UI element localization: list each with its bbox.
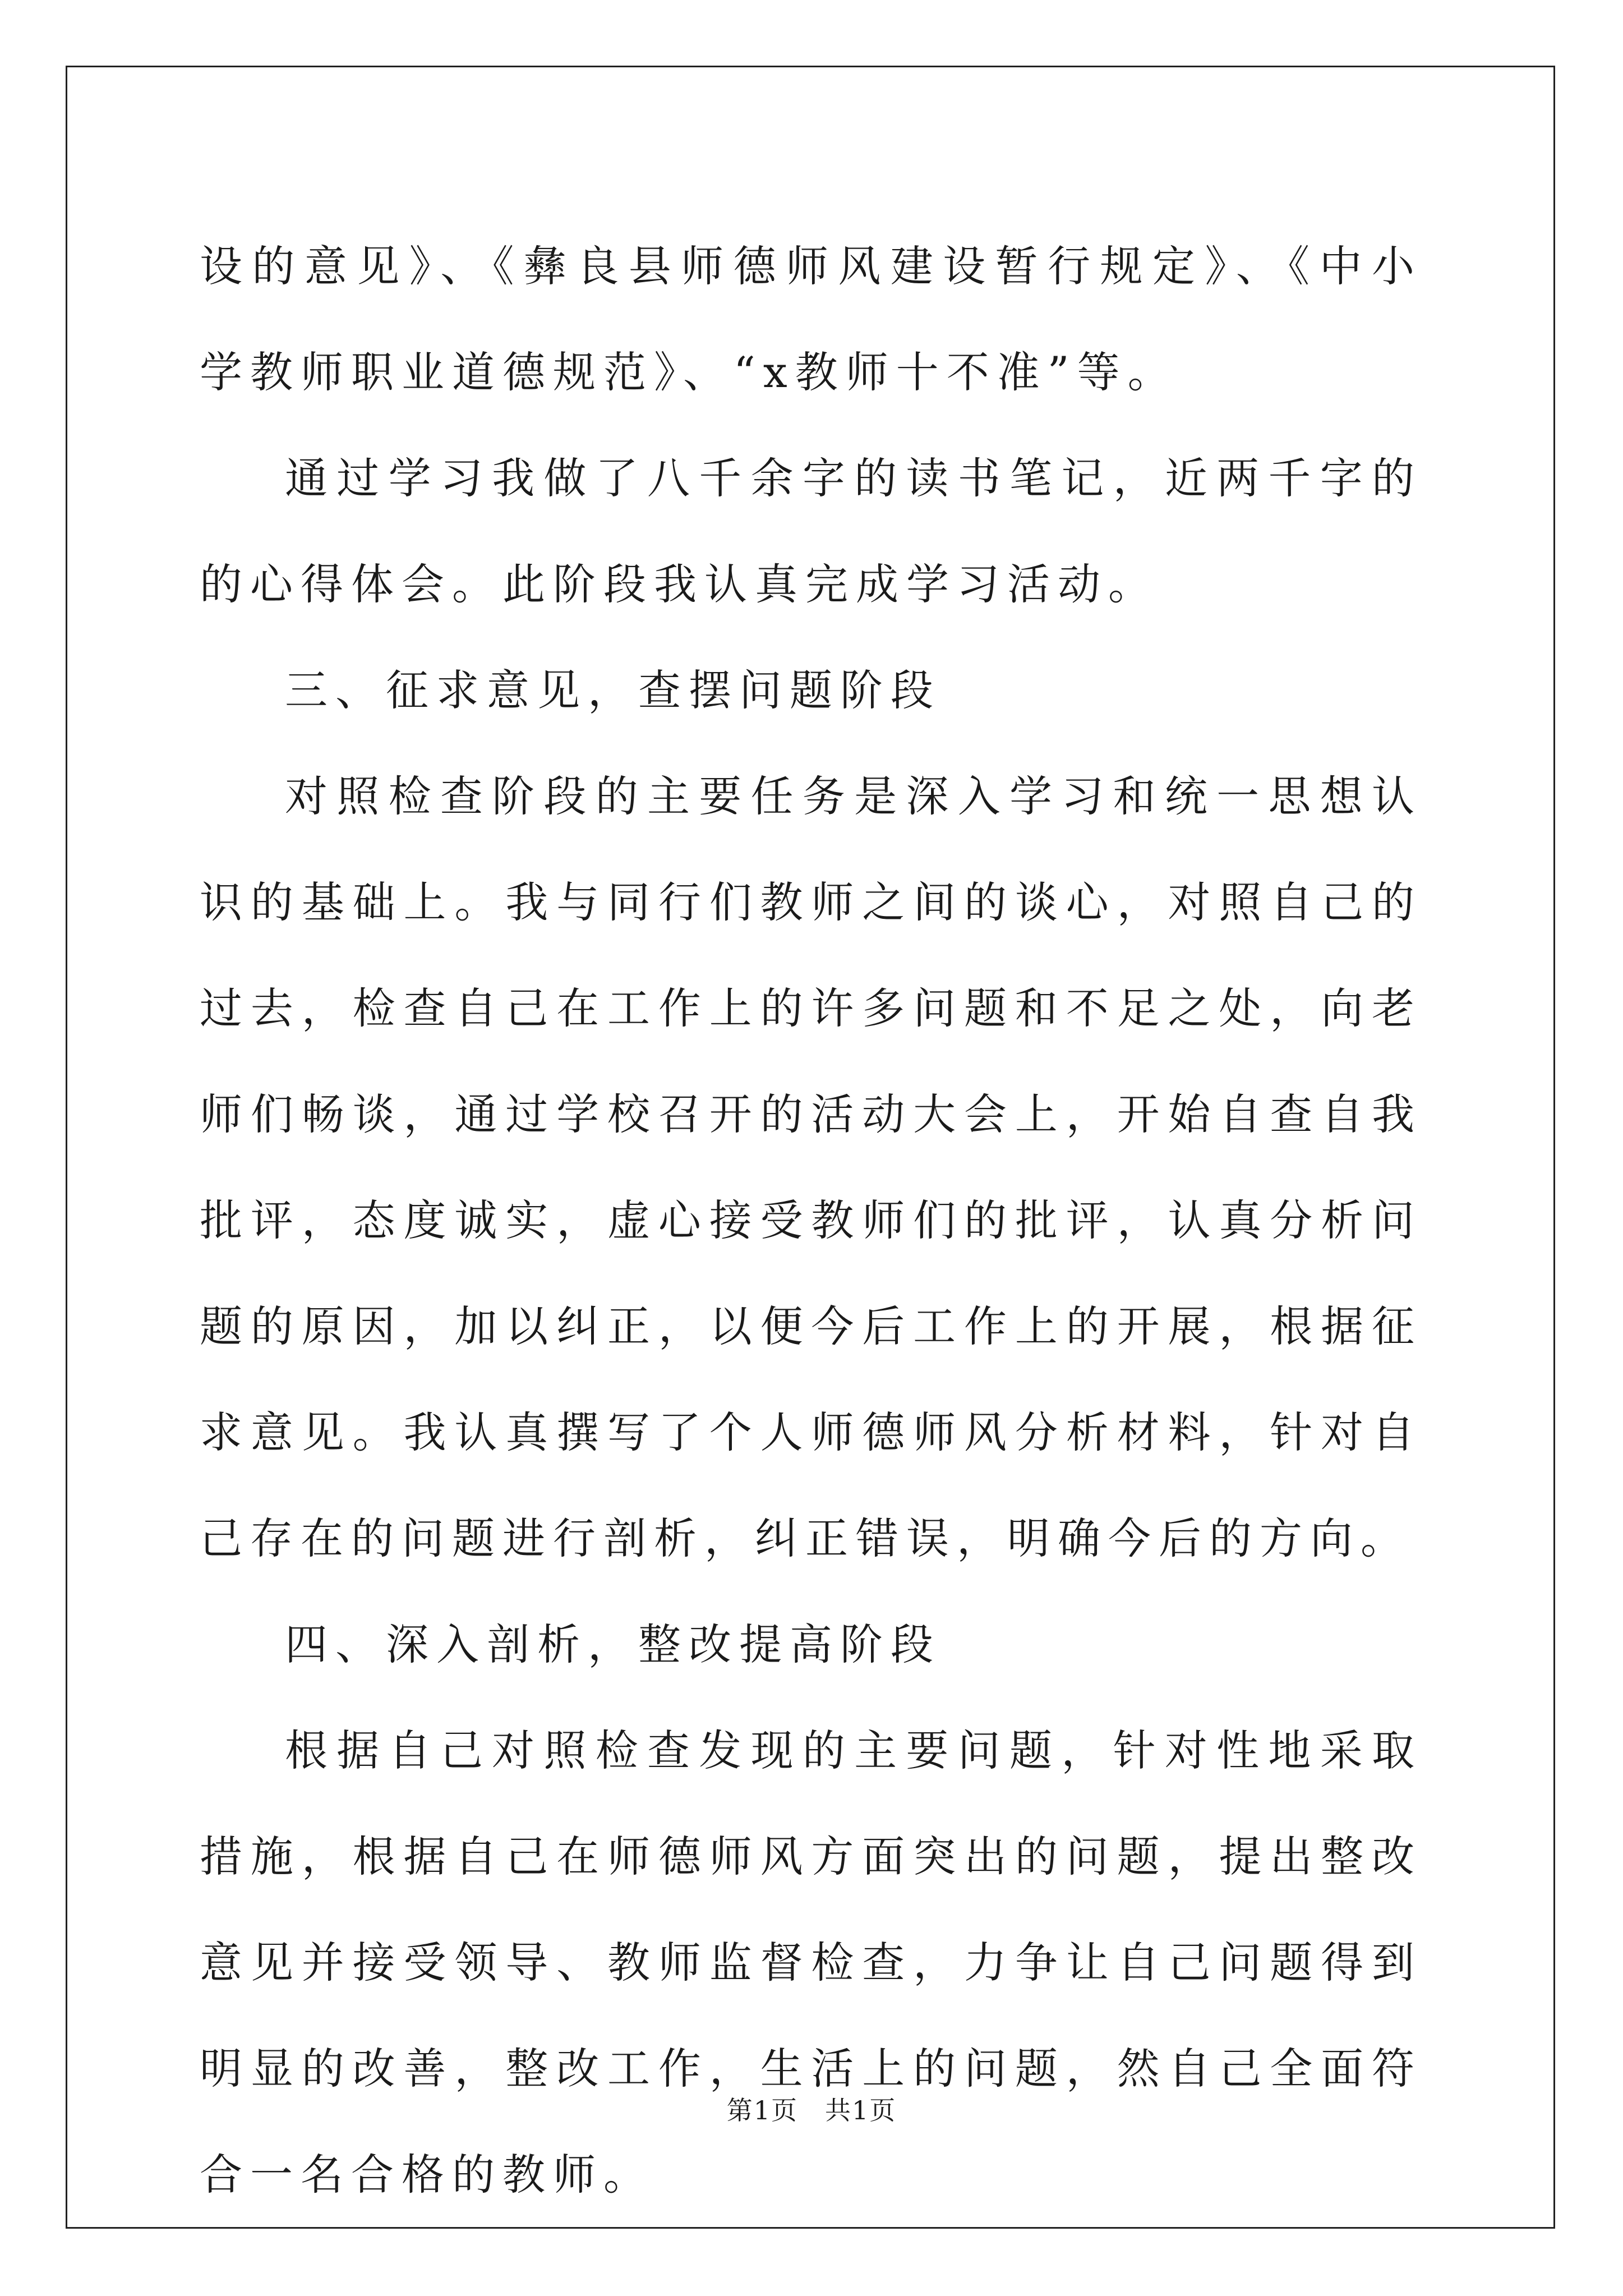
page-number-total: 共1页 [825, 2095, 897, 2125]
section-heading-3: 三、征求意见，查摆问题阶段 [285, 665, 941, 715]
section-heading-4: 四、深入剖析，整改提高阶段 [285, 1619, 941, 1669]
page-footer [0, 2093, 1623, 2127]
paragraph-4: 对照检查阶段的主要任务是深入学习和统一思想认识的基础上。我与同行们教师之间的谈心，对照自己的过去，检查自己在工作上的许多问题和不足之处，向老师们畅谈，通过学校召开的活动大会上，开始自查自我批评，态度诚实，虚心接受教师们的批评，认真分析问题的原因，加以纠正，以便今后工作上的开展，根据征求意见。我认真撰写了个人师德师风分析材料，针对自己存在的问题进行剖析，纠正错误，明确今后的方向。 [200, 771, 1422, 1563]
paragraph-1: 设的意见》、《彝良县师德师风建设暂行规定》、《中小学教师职业道德规范》、“x教师十不准”等。 [200, 241, 1422, 397]
page-number-current: 第1页 [726, 2095, 798, 2125]
document-body [200, 213, 1422, 2228]
paragraph-2: 通过学习我做了八千余字的读书笔记，近两千字的的心得体会。此阶段我认真完成学习活动。 [200, 453, 1422, 609]
paragraph-6: 根据自己对照检查发现的主要问题，针对性地采取措施，根据自己在师德师风方面突出的问题，提出整改意见并接受领导、教师监督检查，力争让自己问题得到明显的改善，整改工作，生活上的问题，然自己全面符合一名合格的教师。 [200, 1726, 1422, 2200]
